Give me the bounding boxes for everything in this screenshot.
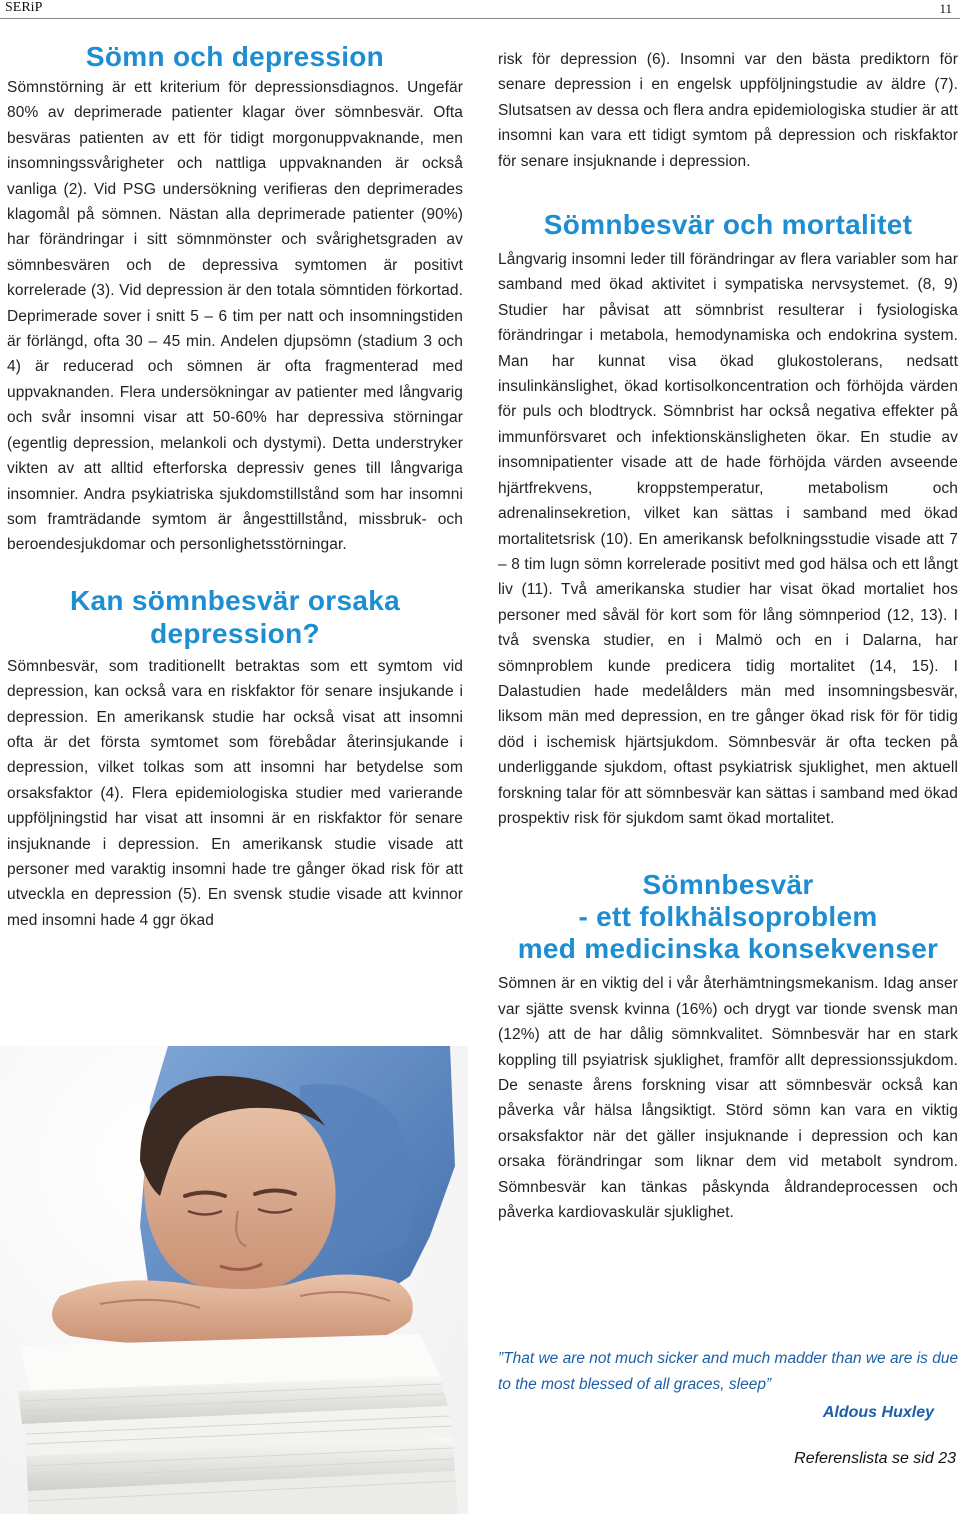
right-column bbox=[498, 47, 958, 1225]
left-column bbox=[7, 40, 463, 933]
heading-somn-och-depression: Sömn och depression bbox=[85, 41, 385, 72]
heading-folk-line1: Sömnbesvär bbox=[642, 869, 814, 901]
heading-folk-line3: med medicinska konsekvenser bbox=[517, 933, 939, 965]
heading-folkhalsoproblem bbox=[498, 869, 958, 965]
paragraph-continuation: risk för depression (6). Insomni var den bästa prediktorn för senare depression i en engelsk uppföljningstudie av äldre (7). Slutsatsen av dessa och flera andra epidemiologiska studier är att insomni kan vara ett tidigt symtom på depression och riskfaktor för senare insjuknande i depression. bbox=[498, 51, 958, 170]
page-number: 11 bbox=[939, 1, 952, 16]
paragraph-mortalitet: Långvarig insomni leder till förändringar av flera variabler som har samband med ökad aktivitet i sympatiska nervsystemet. (8, 9) Studier har påvisat att sömnbrist resulterar i fysiologiska förändringar i metabola, hemodynamiska och endokrina system. Man har kunnat visa ökad glukostolerans, nedsatt insulinkänslighet, ökad kortisolkoncentration och förhöjda värden för puls och blodtryck. Sömnbrist har också negativa effekter på immunförsvaret och infektionskänsligheten ökar. En studie av insomnipatienter visade att de hade förhöjda värden avseende hjärtfrekvens, kroppstemperatur, metabolism och adrenalinsekretion, vilket kan sättas i samband med ökad mortalitetsrisk (10). En amerikansk befolkningsstudie visade att 7 – 8 tim lugn sömn korrelerade positivt med god hälsa och ett långt liv (11). Två amerikanska studier har visat ökad mortaliet hos personer med såväl för kort som för lång sömnperiod (12, 13). I två svenska studier, en i Malmö och en i Dalarna, har sömnproblem kunde predicera tidig mortalitet (14, 15). I Dalastudien hade medelålders män med insomningsbesvär, liksom män med depression, en tre gånger ökad risk för för tidig död i ischemisk hjärtsjukdom. Sömnbesvär är ofta tecken på underliggande sjukdom, oftast psykiatrisk sjuklighet, men aktuell forskning talar för att sömnbesvär kan sättas i samband med ökad prospektiv risk för sjukdom samt ökad mortalitet. bbox=[498, 251, 958, 827]
heading-kan-somnbesvar-orsaka-depression: Kan sömnbesvär orsaka depression? bbox=[69, 584, 400, 649]
photo-sleeping-young-man bbox=[0, 1046, 468, 1514]
page-header bbox=[0, 0, 960, 20]
header-rule bbox=[0, 18, 960, 19]
paragraph-kan-somnbesvar: Sömnbesvär, som traditionellt betraktas som ett symtom vid depression, kan också vara en riskfaktor för senare insjukande i depression. En amerikansk studie har också visat att insomni ofta är det första symtomet som förebådar återinsjukande i depression, vilket tolkas som att insomni har betydelse som orsaksfaktor (4). Flera epidemiologiska studier med varierande uppföljningstid har visat att insomni är en riskfaktor för senare insjuknande i depression. En amerikansk studie visade att personer med varaktig insomni hade tre gånger ökad risk för att utveckla en depression (5). En svensk studie visade att kvinnor med insomni hade 4 ggr ökad bbox=[7, 657, 463, 929]
reference-note: Referenslista se sid 23 bbox=[794, 1450, 956, 1467]
quote-block bbox=[498, 1346, 960, 1422]
heading-somnbesvar-och-mortalitet: Sömnbesvär och mortalitet bbox=[543, 209, 913, 241]
brand-logo: SERiP bbox=[5, 0, 43, 15]
quote-text: ”That we are not much sicker and much madder than we are is due to the most blessed of all graces, sleep” bbox=[498, 1350, 959, 1393]
sleeping-man-illustration bbox=[0, 1046, 468, 1514]
paragraph-folkhalsoproblem: Sömnen är en viktig del i vår återhämtningsmekanism. Idag anser var sjätte svensk kvinna (16%) och drygt var tionde svensk man (12%) att de har dålig sömnkvalitet. Sömnbesvär har en stark koppling till psyiatrisk sjuklighet, framför allt depressionssjukdom. De senaste årens forskning visar att sömnbesvär också kan påverka vår hälsa långsiktigt. Störd sömn kan vara en viktig orsaksfaktor när det gäller insjuknande i depression och kan orsaka förändringar som liknar dem vid metabolt syndrom. Sömnbesvär kan tänkas påskynda åldrandeprocessen och påverka kardiovaskulär sjuklighet. bbox=[498, 975, 958, 1222]
quote-author: Aldous Huxley bbox=[822, 1404, 934, 1421]
section-kan-somnbesvar bbox=[7, 584, 463, 933]
section-folkhalsoproblem bbox=[498, 869, 958, 1225]
heading-folk-line2: - ett folkhälsoproblem bbox=[578, 901, 878, 933]
section-mortalitet bbox=[498, 208, 958, 831]
paragraph-somn-och-depression: Sömnstörning är ett kriterium för depressionsdiagnos. Ungefär 80% av deprimerade patienter klagar över sömnbesvär. Ofta besväras patienten av ett för tidigt morgonuppvaknande, men insomningssvårigheter och nattliga uppvaknanden är också vanliga (2). Vid PSG undersökning verifieras den deprimerades klagomål på sömnen. Nästan alla deprimerade patienter (90%) har förändringar i sitt sömnmönster och svårighetsgraden av sömnbesvären och de depressiva symtomen är positivt korrelerade (3). Vid depression är den totala sömntiden förkortad. Deprimerade sover i snitt 5 – 6 tim per natt och insomningstiden är förlängd, ofta 30 – 45 min. Andelen djupsömn (stadium 3 och 4) är reducerad och sömnen är ofta fragmenterad med uppvaknanden. Flera undersökningar av patienter med långvarig och svår insomni visar att 50-60% har depressiva störningar (egentlig depression, melankoli och dystymi). Detta understryker vikten av att alltid efterforska depressiv genes till långvariga insomnier. Andra psykiatriska sjukdomstillstånd som har insomni som framträdande symtom är ångesttillstånd, missbruk- och beroendesjukdomar och personlighetsstörningar. bbox=[7, 79, 463, 554]
